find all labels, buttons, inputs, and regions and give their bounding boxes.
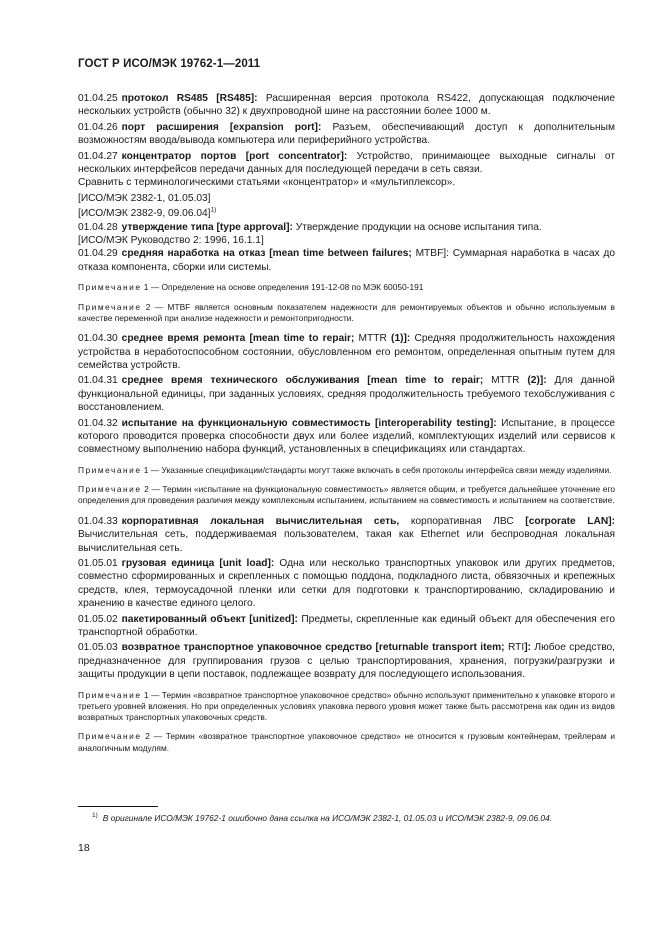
entry-term-suffix: (1)]:	[386, 333, 411, 345]
entry-term: испытание на функциональную совместимость [interoperability testing]:	[121, 417, 497, 429]
entry-01-04-26	[78, 121, 615, 148]
entry-number: 01.04.30	[78, 333, 118, 345]
footnote	[78, 813, 615, 825]
entry-number: 01.04.32	[78, 417, 118, 429]
entry-definition: Вычислительная сеть, поддерживаемая пользователем, такая как Ethernet или беспроводная локальная вычислительная сеть.	[78, 529, 615, 554]
entry-definition: Одна или несколько транспортных упаковок или других предметов, совместно сформированных и скрепленных с помощью поддона, подкладного листа, обвязочных и крепежных средств, клея, термоусадочной пленки или сетки для подготовки к транспортированию, складированию и хранению в качестве единого целого.	[78, 557, 615, 610]
entry-definition: Устройство, принимающее выходные сигналы от нескольких интерфейсов передачи данных для последующей передачи в сеть связи.	[78, 150, 615, 176]
entry-term: концентратор портов [port concentrator]:	[121, 150, 348, 162]
entry-definition: Любое средство, предназначенное для группирования грузов с целью транспортирования, хранения, погрузки/разгрузки и защиты продукции в цепи поставок, подлежащее возврату для последующего использования.	[78, 642, 615, 681]
entry-definition: Разъем, обеспечивающий доступ к дополнительным возможностям ввода/вывода компьютера или периферийного устройства.	[78, 121, 615, 147]
entry-term: пакетированный объект [unitized]:	[121, 613, 298, 625]
note-text: 2 — Термин «возвратное транспортное упаковочное средство» не относится к грузовым контейнерам, трейлерам и аналогичным модулям.	[78, 731, 615, 753]
entry-01-04-32	[78, 417, 615, 457]
note-text: 2 — MTBF является основным показателем надежности для ремонтируемых объектов и обычно используемым в качестве переменной при анализе надежности и ремонтопригодности.	[78, 301, 615, 323]
entry-number: 01.04.26	[78, 121, 118, 133]
entry-term-suffix: (2)]:	[519, 375, 547, 387]
entry-01-05-03	[78, 641, 615, 681]
entry-term: грузовая единица [unit load]:	[121, 557, 275, 569]
note-text: 2 — Термин «испытание на функциональную совместимость» является общим, и требуется дальнейшее уточнение его определения для проведения различия между комплексным испытанием, испытанием на совместимость и испытанием на соответствие.	[78, 484, 615, 506]
footnote-marker: 1)	[210, 206, 217, 214]
entry-term-suffix: [corporate LAN]:	[513, 515, 616, 527]
footnote-marker: 1)	[92, 812, 98, 820]
entry-01-04-31	[78, 374, 615, 414]
note-label: Примечание	[78, 301, 142, 312]
entry-01-04-30	[78, 332, 615, 372]
entry-number: 01.04.33	[78, 515, 118, 527]
note	[78, 302, 615, 325]
note-label: Примечание	[78, 731, 142, 742]
entry-term: средняя наработка на отказ [mean time between failures;	[121, 248, 412, 260]
entry-definition: Для данной функциональной единицы, при заданных условиях, средняя продолжительность требуемого техобслуживания с восстановлением.	[78, 375, 616, 414]
entry-definition: Средняя продолжительность нахождения устройства в неработоспособном состоянии, обусловленном его ремонтом, определенная опытным путем для семейства устройств.	[78, 333, 616, 371]
entry-abbreviation: MTTR	[354, 333, 387, 345]
entry-term: утверждение типа [type approval]:	[121, 221, 293, 233]
page-number: 18	[78, 842, 90, 854]
entry-definition: Расширенная версия протокола RS422, допускающая подключение нескольких устройств (обычно 32) к двухпроводной шине на расстоянии более 1000 м.	[78, 93, 615, 118]
entry-term: возвратное транспортное упаковочное средство [returnable transport item;	[121, 642, 505, 654]
entry-term-suffix: ]:	[524, 642, 531, 654]
footnote-text: В оригинале ИСО/МЭК 19762-1 ошибочно дана ссылка на ИСО/МЭК 2382-1, 01.05.03 и ИСО/МЭК 2382-9, 09.06.04.	[102, 813, 553, 823]
entry-01-04-25	[78, 92, 615, 119]
entry-definition: Утверждение продукции на основе испытания типа.	[292, 221, 542, 233]
page-header: ГОСТ Р ИСО/МЭК 19762-1—2011	[78, 58, 261, 70]
source-reference: [ИСО/МЭК Руководство 2: 1996, 16.1.1]	[78, 235, 264, 247]
note-text: 1 — Указанные спецификации/стандарты могут также включать в себя протоколы интерфейса связи между изделиями.	[141, 464, 612, 475]
note	[78, 465, 615, 476]
entry-number: 01.04.29	[78, 248, 118, 260]
entry-abbreviation: MTTR	[483, 375, 520, 387]
note-label: Примечание	[78, 484, 142, 495]
note-text: 1 — Определение на основе определения 191-12-08 по МЭК 60050-191	[141, 282, 424, 293]
entry-number: 01.05.02	[78, 613, 118, 625]
entry-number: 01.05.03	[78, 642, 118, 654]
entry-definition: Суммарная наработка в часах до отказа компонента, сборки или системы.	[78, 248, 615, 273]
entry-01-04-29	[78, 247, 615, 274]
entry-01-04-33	[78, 515, 615, 555]
entry-term: корпоративная локальная вычислительная сеть,	[121, 515, 400, 527]
entry-term: среднее время ремонта [mean time to repair;	[121, 333, 355, 345]
footnote-divider	[78, 806, 158, 807]
entry-number: 01.04.27	[78, 150, 118, 162]
compare-line: Сравнить с терминологическими статьями «концентратор» и «мультиплексор».	[78, 177, 456, 189]
source-reference: [ИСО/МЭК 2382-9, 09.06.04]$^{1)}$	[78, 206, 217, 220]
note-label: Примечание	[78, 689, 142, 700]
note-text: 1 — Термин «возвратное транспортное упаковочное средство» обычно используют применительно к упаковке второго и третьего уровней вложения. Но при определенных условиях упаковка первого уровня может также быть рассмотрена как один из видов возвратных транспортных упаковочных средств.	[78, 689, 615, 723]
note-label: Примечание	[78, 282, 142, 293]
entry-number: 01.04.25	[78, 93, 118, 104]
entry-definition: Предметы, скрепленные как единый объект для обеспечения его транспортной обработки.	[78, 613, 615, 638]
entry-abbreviation: RTI	[504, 642, 525, 654]
note-label: Примечание	[78, 464, 142, 475]
note	[78, 484, 615, 507]
entry-01-05-02	[78, 613, 615, 640]
entry-synonym: корпоративная ЛВС	[399, 515, 514, 527]
note	[78, 282, 615, 293]
note	[78, 690, 615, 724]
entry-number: 01.04.31	[78, 375, 118, 387]
page-content	[78, 92, 615, 762]
entry-term: протокол RS485 [RS485]:	[121, 93, 258, 104]
entry-term: порт расширения [expansion port]:	[121, 121, 322, 133]
note	[78, 731, 615, 754]
entry-01-04-28	[78, 221, 615, 234]
entry-definition: Испытание, в процессе которого проводится проверка способности двух или более изделий, комплектующих изделий или сервисов к совместному выполнению набора функций, установленных в спецификациях или стандартах.	[78, 417, 615, 456]
entry-01-05-01	[78, 557, 615, 611]
entry-number: 01.05.01	[78, 557, 118, 569]
source-reference: [ИСО/МЭК 2382-1, 01.05.03]	[78, 192, 211, 204]
entry-term: среднее время технического обслуживания [mean time to repair;	[121, 375, 484, 387]
entry-number: 01.04.28	[78, 221, 118, 233]
entry-01-04-27	[78, 150, 615, 177]
entry-abbreviation: MTBF]:	[411, 248, 449, 260]
